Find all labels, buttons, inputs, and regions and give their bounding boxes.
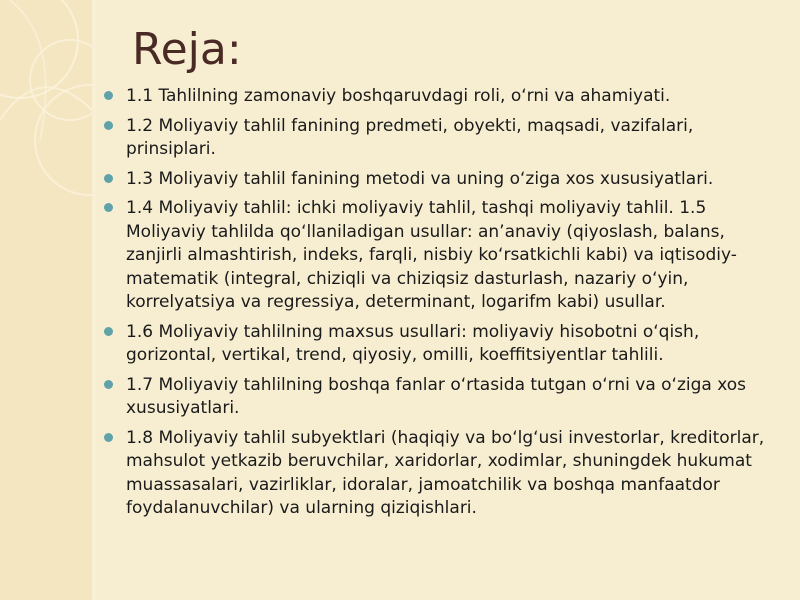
bullet-icon	[104, 380, 113, 389]
bullet-text: 1.1 Tahlilning zamonaviy boshqaruvdagi roli, o‘rni va ahamiyati.	[126, 86, 671, 106]
bullet-icon	[104, 174, 113, 183]
bullet-item	[100, 85, 772, 109]
bullet-item	[100, 197, 772, 315]
bullet-icon	[104, 327, 113, 336]
bullet-item	[100, 427, 772, 521]
decorative-swirl	[0, 0, 92, 600]
bullet-icon	[104, 121, 113, 130]
bullet-item	[100, 168, 772, 192]
bullet-text: 1.4 Moliyaviy tahlil: ichki moliyaviy tahlil, tashqi moliyaviy tahlil. 1.5 Moliyaviy tahlilda qo‘llaniladigan usullar: an’anaviy (qiyoslash, balans, zanjirli almashtirish, indeks, farqli, nisbiy ko‘rsatkichli kabi) va iqtisodiy-matematik (integral, chiziqli va chiziqsiz dasturlash, nazariy o‘yin, korrelyatsiya va regressiya, determinant, logarifm kabi) usullar.	[126, 198, 737, 312]
bullet-item	[100, 115, 772, 162]
bullet-text: 1.8 Moliyaviy tahlil subyektlari (haqiqiy va bo‘lg‘usi investorlar, kreditorlar, mahsulot yetkazib beruvchilar, xaridorlar, xodimlar, shuningdek hukumat muassasalari, vazirliklar, idoralar, jamoatchilik va boshqa manfaatdor foydalanuvchilar) va ularning qiziqishlari.	[126, 427, 765, 518]
bullet-item	[100, 374, 772, 421]
bullet-text: 1.6 Moliyaviy tahlilning maxsus usullari: moliyaviy hisobotni o‘qish, gorizontal, vertikal, trend, qiyosiy, omilli, koeffitsiyentlar tahlili.	[126, 321, 700, 365]
bullet-text: 1.2 Moliyaviy tahlil fanining predmeti, obyekti, maqsadi, vazifalari, prinsiplari.	[126, 115, 694, 159]
slide-title: Reja:	[132, 24, 242, 75]
bullet-text: 1.3 Moliyaviy tahlil fanining metodi va uning o‘ziga xos xususiyatlari.	[126, 168, 714, 189]
decorative-side-panel	[0, 0, 92, 600]
bullet-item	[100, 321, 772, 368]
bullet-icon	[104, 203, 113, 212]
bullet-text: 1.7 Moliyaviy tahlilning boshqa fanlar o‘rtasida tutgan o‘rni va o‘ziga xos xususiyatlari.	[126, 374, 747, 418]
bullet-icon	[104, 91, 113, 100]
bullet-list	[100, 85, 772, 527]
bullet-icon	[104, 433, 113, 442]
